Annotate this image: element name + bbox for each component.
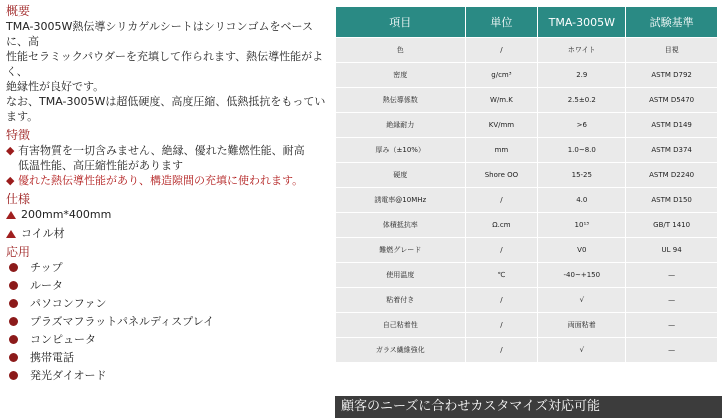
application-label: チップ xyxy=(30,261,63,274)
application-item xyxy=(6,278,326,296)
cell-unit: Ω.cm xyxy=(466,213,538,237)
cell-item: 誘電率@10MHz xyxy=(336,188,465,212)
spec-label: 200mm*400mm xyxy=(21,208,112,221)
customization-banner: 顧客のニーズに合わせカスタマイズ対応可能 xyxy=(335,396,722,418)
overview-text xyxy=(6,19,326,124)
feature-item xyxy=(6,173,326,188)
cell-value: 10¹³ xyxy=(538,213,625,237)
cell-value: -40~+150 xyxy=(538,263,625,287)
cell-standard: — xyxy=(626,338,717,362)
overview-heading: 概要 xyxy=(6,4,31,18)
cell-value: 2.5±0.2 xyxy=(538,88,625,112)
cell-standard: — xyxy=(626,288,717,312)
table-row xyxy=(336,88,717,112)
table-row xyxy=(336,263,717,287)
table-row xyxy=(336,163,717,187)
circle-bullet-icon xyxy=(9,281,18,290)
applications-list xyxy=(6,260,326,386)
application-item xyxy=(6,314,326,332)
cell-standard: ASTM D5470 xyxy=(626,88,717,112)
table-row xyxy=(336,288,717,312)
table-row xyxy=(336,138,717,162)
table-row xyxy=(336,213,717,237)
feature-line: 優れた熱伝導性能があり、構造隙間の充填に使われます。 xyxy=(18,174,304,187)
cell-item: 密度 xyxy=(336,63,465,87)
cell-item: 絶縁耐力 xyxy=(336,113,465,137)
feature-line: 有害物質を一切含みません、絶縁、優れた難燃性能、耐高 xyxy=(18,144,305,157)
table-row xyxy=(336,338,717,362)
cell-item: 熱伝導係数 xyxy=(336,88,465,112)
header-product: TMA-3005W xyxy=(538,7,625,37)
circle-bullet-icon xyxy=(9,317,18,326)
cell-value: 4.0 xyxy=(538,188,625,212)
cell-unit: / xyxy=(466,288,538,312)
cell-item: 自己粘着性 xyxy=(336,313,465,337)
overview-line: なお、TMA-3005Wは超低硬度、高度圧縮、低熱抵抗をもってい xyxy=(6,95,326,108)
cell-standard: ASTM D150 xyxy=(626,188,717,212)
circle-bullet-icon xyxy=(9,263,18,272)
application-label: ルータ xyxy=(30,279,63,292)
header-standard: 試験基準 xyxy=(626,7,717,37)
cell-unit: ℃ xyxy=(466,263,538,287)
table-header-row xyxy=(336,7,717,37)
cell-item: 難燃グレード xyxy=(336,238,465,262)
cell-unit: mm xyxy=(466,138,538,162)
cell-item: 体積抵抗率 xyxy=(336,213,465,237)
table-row xyxy=(336,63,717,87)
header-item: 項目 xyxy=(336,7,465,37)
table-row xyxy=(336,238,717,262)
feature-item xyxy=(6,143,326,173)
cell-unit: W/m.K xyxy=(466,88,538,112)
cell-value: √ xyxy=(538,338,625,362)
cell-unit: g/cm³ xyxy=(466,63,538,87)
diamond-bullet-icon: ◆ xyxy=(6,174,15,187)
cell-item: 厚み（±10%） xyxy=(336,138,465,162)
cell-standard: 目視 xyxy=(626,38,717,62)
cell-item: 硬度 xyxy=(336,163,465,187)
table-row xyxy=(336,113,717,137)
cell-unit: KV/mm xyxy=(466,113,538,137)
application-label: パソコンファン xyxy=(30,297,107,310)
application-item xyxy=(6,332,326,350)
triangle-bullet-icon xyxy=(6,211,16,219)
cell-unit: / xyxy=(466,238,538,262)
application-label: プラズマフラットパネルディスプレイ xyxy=(30,315,215,328)
application-item xyxy=(6,368,326,386)
cell-value: 1.0~8.0 xyxy=(538,138,625,162)
overview-line: ます。 xyxy=(6,110,39,123)
spec-label: コイル材 xyxy=(21,227,65,240)
cell-item: 使用温度 xyxy=(336,263,465,287)
spec-item xyxy=(6,207,326,226)
overview-line: 絶縁性が良好です。 xyxy=(6,80,105,93)
table-row xyxy=(336,38,717,62)
cell-standard: ASTM D2240 xyxy=(626,163,717,187)
triangle-bullet-icon xyxy=(6,230,16,238)
features-heading: 特徴 xyxy=(6,128,31,142)
cell-unit: / xyxy=(466,38,538,62)
cell-value: V0 xyxy=(538,238,625,262)
overview-line: 性能セラミックパウダーを充填して作られます、熱伝導性能がよく、 xyxy=(6,50,324,78)
cell-standard: UL 94 xyxy=(626,238,717,262)
circle-bullet-icon xyxy=(9,371,18,380)
cell-item: ガラス繊維強化 xyxy=(336,338,465,362)
cell-value: 15-25 xyxy=(538,163,625,187)
cell-unit: / xyxy=(466,313,538,337)
application-label: 発光ダイオード xyxy=(30,369,107,382)
cell-value: 2.9 xyxy=(538,63,625,87)
feature-line: 低温性能、高圧縮性能があります xyxy=(18,159,183,172)
spec-table-container xyxy=(335,6,718,363)
cell-standard: ASTM D149 xyxy=(626,113,717,137)
cell-standard: GB/T 1410 xyxy=(626,213,717,237)
cell-item: 粘着付き xyxy=(336,288,465,312)
cell-unit: Shore OO xyxy=(466,163,538,187)
spec-table xyxy=(335,6,718,363)
cell-item: 色 xyxy=(336,38,465,62)
application-label: 携帯電話 xyxy=(30,351,74,364)
cell-standard: — xyxy=(626,263,717,287)
circle-bullet-icon xyxy=(9,353,18,362)
cell-value: ホワイト xyxy=(538,38,625,62)
cell-standard: ASTM D792 xyxy=(626,63,717,87)
cell-value: √ xyxy=(538,288,625,312)
circle-bullet-icon xyxy=(9,299,18,308)
application-item xyxy=(6,260,326,278)
cell-standard: — xyxy=(626,313,717,337)
spec-heading: 仕様 xyxy=(6,192,31,206)
spec-item xyxy=(6,226,326,245)
header-unit: 単位 xyxy=(466,7,538,37)
overview-line: TMA-3005W熱伝導シリカゲルシートはシリコンゴムをベースに、高 xyxy=(6,20,313,48)
cell-unit: / xyxy=(466,338,538,362)
circle-bullet-icon xyxy=(9,335,18,344)
application-item xyxy=(6,350,326,368)
product-description xyxy=(6,4,326,386)
cell-value: >6 xyxy=(538,113,625,137)
application-item xyxy=(6,296,326,314)
diamond-bullet-icon: ◆ xyxy=(6,144,15,157)
cell-standard: ASTM D374 xyxy=(626,138,717,162)
application-label: コンピュータ xyxy=(30,333,96,346)
table-row xyxy=(336,188,717,212)
cell-value: 両面粘着 xyxy=(538,313,625,337)
cell-unit: / xyxy=(466,188,538,212)
table-row xyxy=(336,313,717,337)
applications-heading: 応用 xyxy=(6,245,31,259)
